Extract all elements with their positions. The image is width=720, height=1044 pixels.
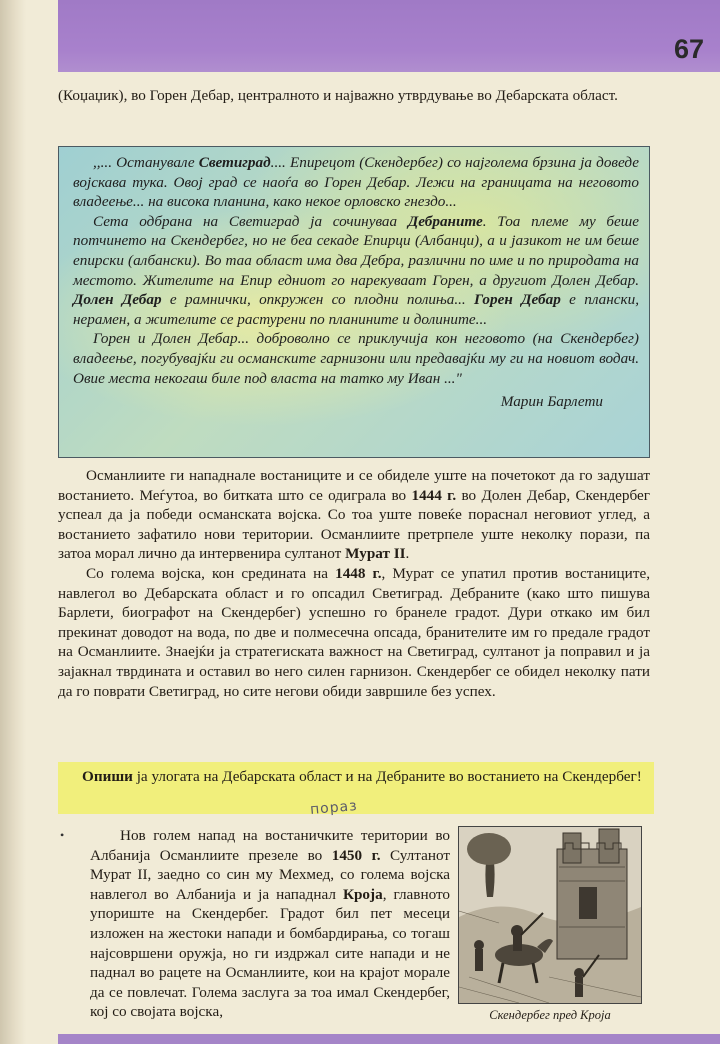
bottom-paragraph xyxy=(90,826,450,1022)
quote-box xyxy=(58,146,650,458)
quote-text: ,,... Останувале xyxy=(93,154,199,171)
bottom-text xyxy=(90,826,450,1022)
handwritten-note: пораз xyxy=(309,797,359,819)
body-text: Османлиите ги нападнале востаниците и се обиделе уште на почетокот да го задушат востанието. Меѓутоа, во битката што се одиграла во xyxy=(58,467,650,504)
header-band xyxy=(58,0,720,72)
siege-engraving-icon xyxy=(459,827,641,1003)
main-paragraph-1 xyxy=(58,466,650,564)
kroja-name: Крoја xyxy=(342,885,383,903)
body-text: во Долен Дебар, Скендербег успеал да ја победи османската војска. Со тоа уште повеќе пораснал неговиот углед, а востанието зафатило нови територии. Османлиите претрпеле уште неколку порази, па затоа морал лично да интервенира султанот xyxy=(58,486,650,563)
body-text: Со голема војска, кон средината на xyxy=(86,564,336,582)
main-paragraph-2 xyxy=(58,564,650,701)
body-text: Султанот Мурат II, заедно со син му Мехмед, со голема војска навлегол во Албанија и ја нападнал xyxy=(90,846,450,903)
quote-text: . Тоа племе му беше потчинето на Скендербег, но не беа секаде Епирци (Албанци), а и јазикот не им беше епирски (албански). Во таа област има два Дебра, различни по име и по природата на местото. Жителите на Епир едниот го нарекуваат Горен, а другиот Долен Дебар. xyxy=(73,212,639,289)
bullet-dot: • xyxy=(60,828,65,842)
body-text: , главното упориште на Скендербег. Градот бил пет месеци изложен на жестоки напади и бомбардирања, со тогаш најсовршени оружја, но ги издржал сите напади и не паднал во рацете на Османлиите, кои на крајот морале да се повлечат. Голема заслуга за тоа имал Скендербег, кој со својата војска, xyxy=(90,885,451,1021)
intro-paragraph xyxy=(58,86,650,106)
quote-text: Сета одбрана на Светиград ја сочинуваа xyxy=(93,212,408,230)
quote-highlight-debrani: Дебраните xyxy=(407,212,483,230)
year-1448: 1448 г. xyxy=(335,564,382,582)
year-1444: 1444 г. xyxy=(411,486,457,504)
body-text: Нов голем напад на востаничките територии во Албанија Османлиите презеле во xyxy=(90,827,450,864)
task-text xyxy=(82,767,646,787)
task-keyword: Опиши xyxy=(82,768,133,785)
quote-paragraph-2 xyxy=(73,212,639,330)
quote-paragraph-3: Горен и Долен Дебар... доброволно се приклучија кон неговото (на Скендербег) владеење, погубувајќи ги османските гарнизони или предавајќи му ги на новиот водач. Овие места некогаш биле под власта на татко му Иван ..." xyxy=(73,330,639,387)
quote-highlight-goren-debar: Горен Дебар xyxy=(474,291,561,309)
task-instruction: ја улогата на Дебарската област и на Дебраните во востанието на Скендербег! xyxy=(132,768,642,785)
quote-paragraph-1 xyxy=(73,153,639,212)
quote-text: .... Епирецот (Скендербег) со најголема брзина ја доведе војскава тука. Овој град се наоѓа во Горен Дебар. Лежи на границата на неговото владеење... на висока планина, како некое орловско гнездо... xyxy=(73,154,639,211)
body-text: . xyxy=(405,545,410,563)
quote-text: е плански, нерамен, а жителите се растурени по планините и долините... xyxy=(73,291,639,328)
footer-band xyxy=(58,1034,720,1044)
main-text xyxy=(58,466,650,701)
quote-highlight-dolen-debar: Долен Дебар xyxy=(73,291,162,309)
intro-text: (Коџаџик), во Горен Дебар, централното и најважно утврдување во Дебарската област. xyxy=(58,87,618,104)
engraving-illustration xyxy=(458,826,642,1004)
page-gutter xyxy=(0,0,26,1044)
quote-author: Марин Барлети xyxy=(500,393,603,411)
body-text: , Мурат се упатил против востаниците, навлегол во Дебарската област и го опсадил Светиград. Дебраните (како што пишува Барлети, биографот на Скендербег) успешно го бранеле градот. Дури откако им бил прекинат доводот на вода, по две и полмесечна опсада, бранителите им го предале градот на Османлиите. Знаејќи ја стратегиската важност на Светиград, султанот ја поправил и ја зајакнал тврдината и оставил во него силен гарнизон. Скендербег се обидел неколку пати да го поврати Светиград, но сите негови обиди завршиле без успех. xyxy=(58,564,650,700)
quote-highlight-svetigrad: Светиград xyxy=(198,154,271,171)
year-1450: 1450 г. xyxy=(331,846,381,864)
quote-text: е рамнички, опкружен со плодни полиња... xyxy=(161,291,475,309)
figure-caption: Скендербег пред Кроја xyxy=(489,1008,611,1022)
sultan-murat: Мурат II xyxy=(345,545,406,563)
page-number: 67 xyxy=(673,34,704,64)
